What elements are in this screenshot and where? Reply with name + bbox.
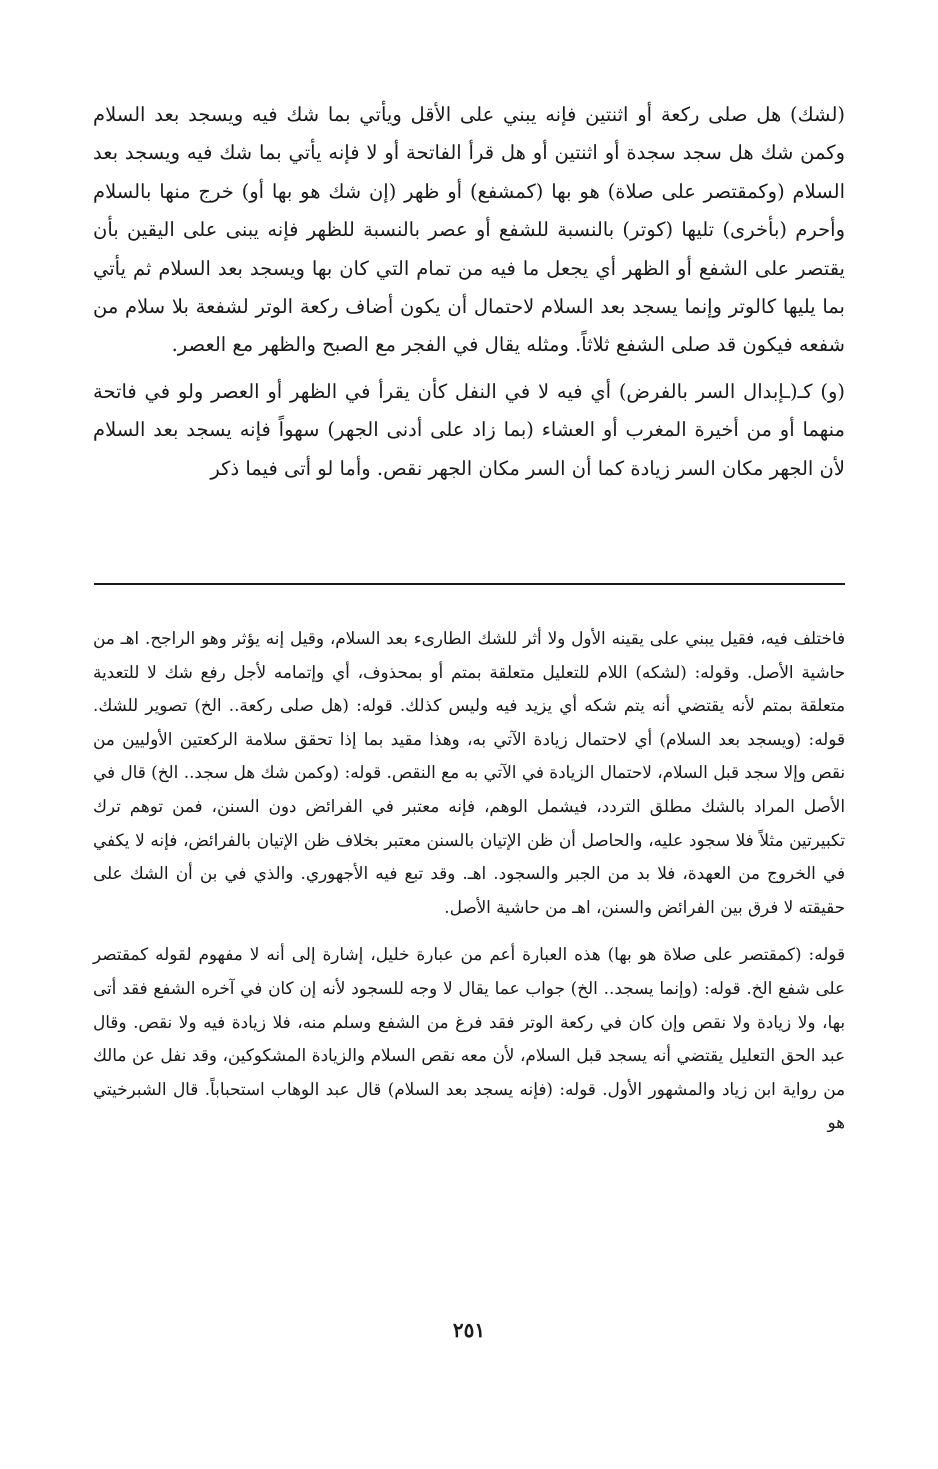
main-paragraph-1: (لشك) هل صلى ركعة أو اثنتين فإنه يبني على الأقل ويأتي بما شك فيه ويسجد بعد السلام وكمن شك هل سجد سجدة أو اثنتين أو هل قرأ الفاتحة أو لا فإنه يأتي بما شك فيه ويسجد بعد السلام (وكمقتصر على صلاة) هو بها (كمشفع) أو ظهر (إن شك هو بها أو) خرج منها بالسلام وأحرم (بأخرى) تليها (كوتر) بالنسبة للشفع أو عصر بالنسبة للظهر فإنه يبنى على اليقين بأن يقتصر على الشفع أو الظهر أي يجعل ما فيه من تمام التي كان بها ويسجد بعد السلام ثم يأتي بما يليها كالوتر وإنما يسجد بعد السلام لاحتمال أن يكون أضاف ركعة الوتر لشفعة بلا سلام من شفعه فيكون قد صلى الشفع ثلاثاً. ومثله يقال في الفجر مع الصبح والظهر مع العصر. (93, 103, 845, 357)
main-paragraph-2: (و) كـ(ـإبدال السر بالفرض) أي فيه لا في النفل كأن يقرأ في الظهر أو العصر ولو في فاتحة منهما أو من أخيرة المغرب أو العشاء (بما زاد على أدنى الجهر) سهواً فإنه يسجد بعد السلام لأن الجهر مكان السر زيادة كما أن السر مكان الجهر نقص. وأما لو أتى فيما ذكر (93, 379, 845, 480)
footnote-paragraph-2: قوله: (كمقتصر على صلاة هو بها) هذه العبارة أعم من عبارة خليل، إشارة إلى أنه لا مفهوم لقوله كمقتصر على شفع الخ. قوله: (وإنما يسجد.. الخ) جواب عما يقال لا وجه للسجود لأنه إن كان في آخره الشفع فقد أتى بها، ولا زيادة ولا نقص وإن كان في ركعة الوتر فقد فرغ من الشفع وسلم منه، فلا زيادة فيه ولا نقص. وقال عبد الحق التعليل يقتضي أنه يسجد قبل السلام، لأن معه نقص السلام والزيادة المشكوكين، وقد نفل عن مالك من رواية ابن زياد والمشهور الأول. قوله: (فإنه يسجد بعد السلام) قال عبد الوهاب استحباباً. قال الشبرخيتي هو (93, 944, 845, 1133)
footnote-separator-line (94, 583, 845, 585)
footnote-paragraph-1: فاختلف فيه، فقيل يبني على يقينه الأول ولا أثر للشك الطارىء بعد السلام، وقيل إنه يؤثر وهو الراجح. اهـ من حاشية الأصل. وقوله: (لشكه) اللام للتعليل متعلقة بمتم أو بمحذوف، أي وإتمامه لأجل رفع شك لا للتعدية متعلقة بمتم لأنه يقتضي أنه يتم شكه أي يزيد فيه وليس كذلك. قوله: (هل صلى ركعة.. الخ) تصوير للشك. قوله: (ويسجد بعد السلام) أي لاحتمال زيادة الآتي به، وهذا مقيد بما إذا تحقق سلامة الركعتين الأوليين من نقص وإلا سجد قبل السلام، لاحتمال الزيادة في الآتي به مع النقص. قوله: (وكمن شك هل سجد.. الخ) قال في الأصل المراد بالشك مطلق التردد، فيشمل الوهم، فإنه معتبر في الفرائض دون السنن، فمن توهم ترك تكبيرتين مثلاً فلا سجود عليه، والحاصل أن ظن الإتيان بالسنن معتبر بخلاف ظن الإتيان بالفرائض، فإنه لا يكفي في الخروج من العهدة، فلا بد من الجبر والسجود. اهـ. وقد تبع فيه الأجهوري. والذي في بن أن الشك على حقيقته لا فرق بين الفرائض والسنن، اهـ من حاشية الأصل. (93, 628, 845, 917)
footnotes-block (93, 622, 845, 1140)
main-text-block (93, 96, 845, 488)
page-number: ٢٥١ (452, 1318, 486, 1342)
